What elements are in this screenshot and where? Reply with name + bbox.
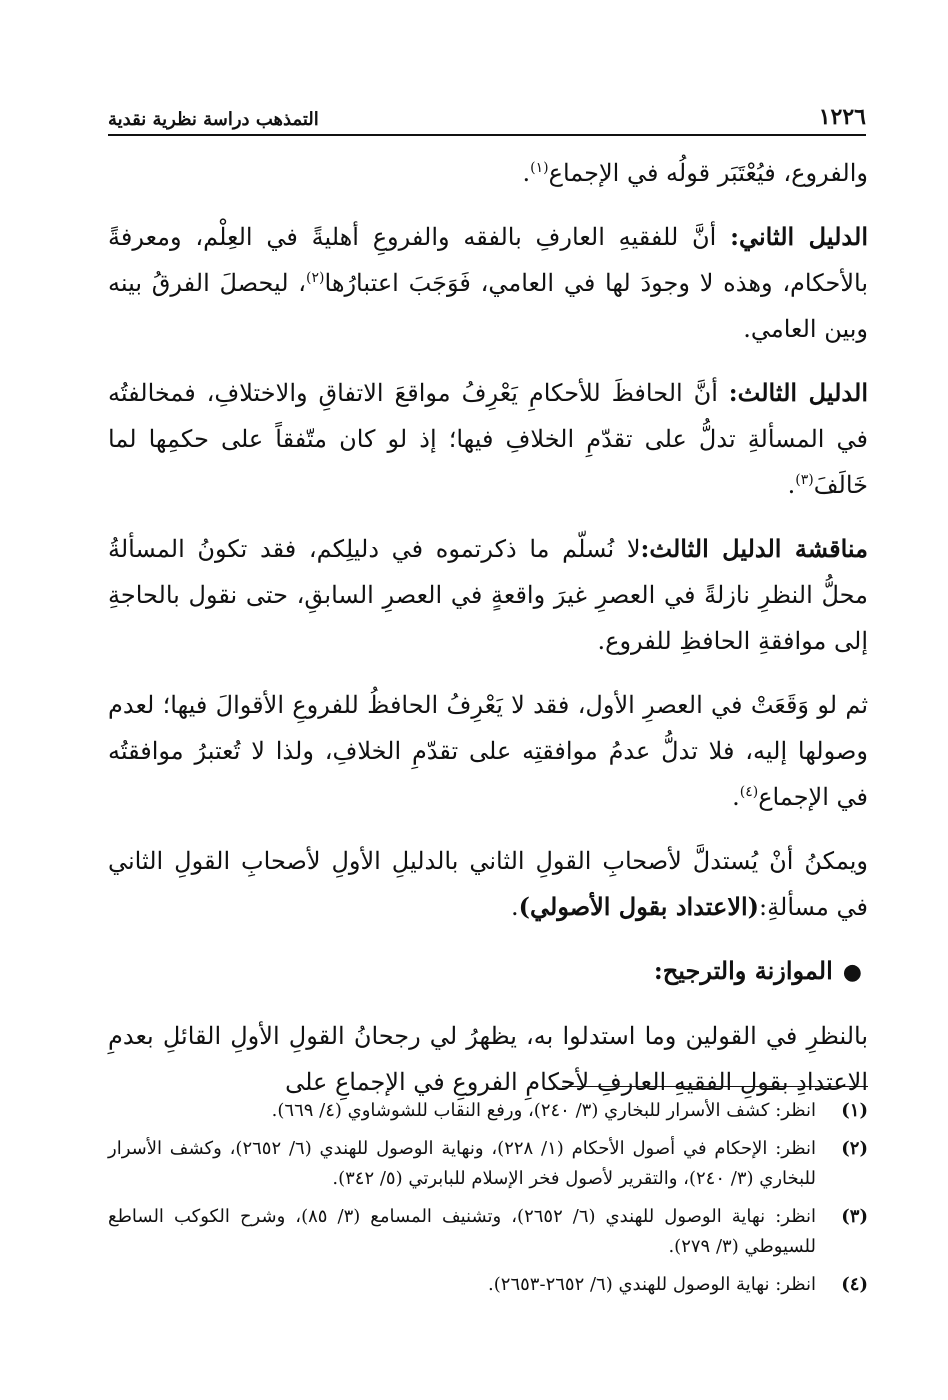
running-title: التمذهب دراسة نظرية نقدية bbox=[108, 109, 319, 130]
paragraph-3 bbox=[108, 370, 868, 508]
paragraph-2 bbox=[108, 214, 868, 352]
footnote bbox=[108, 1270, 868, 1300]
paragraph-4 bbox=[108, 526, 868, 664]
footnote bbox=[108, 1134, 868, 1194]
footnote-number: (١) bbox=[841, 1100, 868, 1121]
paragraph-text: أنَّ للفقيهِ العارفِ بالفقه والفروعِ أهليةً في العِلْم، ومعرفةً بالأحكام، وهذه لا وجودَ لها في العامي، فَوَجَبَ اعتبارُها bbox=[108, 223, 869, 297]
paragraph-lead: الدليل الثالث: bbox=[728, 378, 868, 407]
paragraph-tail: . bbox=[732, 783, 740, 811]
footnote-number: (٤) bbox=[841, 1274, 868, 1295]
page-number: ١٢٢٦ bbox=[818, 104, 866, 130]
paragraph-lead: مناقشة الدليل الثالث: bbox=[640, 534, 869, 563]
paragraph-tail: . bbox=[522, 159, 531, 187]
paragraph-6 bbox=[108, 838, 868, 930]
paragraph-text: ثم لو وَقَعَتْ في العصرِ الأول، فقد لا يَعْرِفُ الحافظُ للفروعِ الأقوالَ فيها؛ لعدم وصولها إليه، فلا تدلُّ عدمُ موافقتِه على تقدّمِ الخلافِ، ولذا لا تُعتبرُ موافقتُه في الإجماع bbox=[108, 691, 868, 811]
paragraph-lead: الدليل الثاني: bbox=[730, 222, 868, 251]
footnote-text: انظر: الإحكام في أصول الأحكام (١/ ٢٢٨)، ونهاية الوصول للهندي (٦/ ٢٦٥٢)، وكشف الأسرار للبخاري (٣/ ٢٤٠)، والتقرير لأصول فخر الإسلام للبابرتي (٥/ ٣٤٢). bbox=[108, 1138, 816, 1189]
section-heading bbox=[108, 948, 868, 995]
main-text bbox=[108, 150, 868, 1123]
footnote-ref: (٣) bbox=[795, 472, 814, 488]
footnote-divider bbox=[562, 1086, 868, 1087]
bullet-dot-icon: ● bbox=[842, 959, 862, 985]
paragraph-7: بالنظرِ في القولين وما استدلوا به، يظهرُ لي رجحانُ القولِ الأولِ القائلِ بعدمِ الاعتدادِ بقولِ الفقيهِ العارفِ لأحكامِ الفروعِ في الإجماعِ على bbox=[108, 1022, 868, 1096]
footnote-ref: (٢) bbox=[306, 270, 325, 286]
paragraph-text: أنَّ الحافظَ للأحكامِ يَعْرِفُ مواقعَ الاتفاقِ والاختلافِ، فمخالفتُه في المسألةِ تدلُّ على تقدّمِ الخلافِ فيها؛ إذ لو كان متّفقاً على حكمِها لما خَالَفَ bbox=[108, 379, 868, 499]
paragraph-text: والفروع، فيُعْتَبَر قولُه في الإجماع bbox=[548, 159, 868, 187]
footnote bbox=[108, 1096, 868, 1126]
paragraph-tail: . bbox=[511, 893, 519, 921]
running-header bbox=[108, 100, 866, 136]
footnote-ref: (١) bbox=[530, 160, 549, 176]
section-heading-text: الموازنة والترجيح: bbox=[653, 956, 833, 985]
paragraph-text: لا نُسلّم ما ذكرتموه في دليلِكم، فقد تكونُ المسألةُ محلُّ النظرِ نازلةً في العصرِ غيرَ واقعةٍ في العصرِ السابقِ، حتى نقول بالحاجةِ إلى موافقةِ الحافظِ للفروع. bbox=[108, 535, 868, 655]
footnote-text: انظر: كشف الأسرار للبخاري (٣/ ٢٤٠)، ورفع النقاب للشوشاوي (٤/ ٦٦٩). bbox=[271, 1100, 816, 1121]
paragraph-bold-part: (الاعتداد بقول الأصولي) bbox=[518, 892, 760, 921]
footnotes bbox=[108, 1096, 868, 1308]
footnote-text: انظر: نهاية الوصول للهندي (٦/ ٢٦٥٢-٢٦٥٣). bbox=[488, 1274, 816, 1295]
paragraph-1 bbox=[108, 150, 868, 196]
footnote bbox=[108, 1202, 868, 1262]
footnote-number: (٢) bbox=[841, 1138, 868, 1159]
footnote-number: (٣) bbox=[841, 1206, 868, 1227]
footnote-text: انظر: نهاية الوصول للهندي (٦/ ٢٦٥٢)، وتشنيف المسامع (٣/ ٨٥)، وشرح الكوكب الساطع للسيوطي (٣/ ٢٧٩). bbox=[108, 1206, 816, 1257]
paragraph-tail: . bbox=[787, 471, 796, 499]
paragraph-5 bbox=[108, 682, 868, 820]
footnote-ref: (٤) bbox=[739, 784, 759, 800]
paragraph-tail: ، ليحصلَ الفرقُ بينه وبين العامي. bbox=[108, 269, 868, 343]
paragraph-text: ويمكنُ أنْ يُستدلَّ لأصحابِ القولِ الثاني بالدليلِ الأولِ لأصحابِ القولِ الثاني في مسألةِ: bbox=[108, 847, 868, 921]
